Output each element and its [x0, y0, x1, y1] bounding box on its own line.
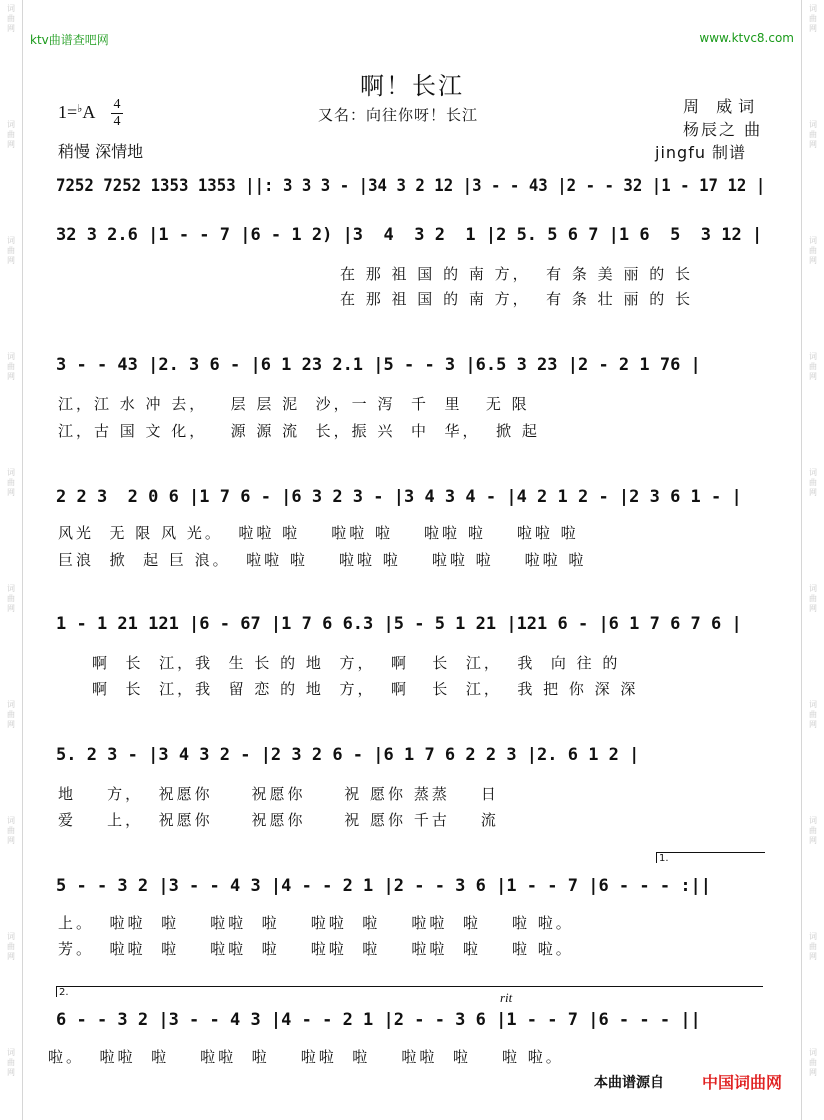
watermark-glyphs: 词 曲 网 [809, 584, 817, 613]
watermark-glyphs: 词 曲 网 [7, 4, 15, 33]
notation-row-8: 6 - - 3 2 |3 - - 4 3 |4 - - 2 1 |2 - - 3 6 |1 - - 7 |6 - - - || [56, 1010, 701, 1030]
notation-row-1: 7252 7252 1353 1353 ||: 3 3 3 - |34 3 2 12 |3 - - 43 |2 - - 32 |1 - 17 12 | [56, 176, 766, 196]
song-title: 啊！长江 [360, 72, 464, 100]
meter-bottom: 4 [113, 114, 121, 129]
meter-top: 4 [113, 97, 121, 112]
watermark-glyphs: 词 曲 网 [7, 816, 15, 845]
transcriber-credit: jingfu 制谱 [655, 143, 747, 162]
composer-credit: 杨辰之 曲 [683, 120, 763, 139]
volta-first-ending: 1. [656, 852, 765, 863]
flat-sign: ♭ [77, 103, 83, 115]
lyric-row-7-verse-1: 上。 啦啦 啦 啦啦 啦 啦啦 啦 啦啦 啦 啦 啦。 [58, 914, 574, 932]
watermark-glyphs: 词 曲 网 [809, 932, 817, 961]
source-label: 本曲谱源自 [594, 1075, 664, 1091]
lyric-row-2-verse-2: 在 那 祖 国 的 南 方， 有 条 壮 丽 的 长 [340, 290, 693, 308]
watermark-glyphs: 词 曲 网 [809, 700, 817, 729]
notation-row-2: 32 3 2.6 |1 - - 7 |6 - 1 2) |3 4 3 2 1 |2 5. 5 6 7 |1 6 5 3 12 | [56, 225, 763, 245]
right-watermark-strip [801, 0, 824, 1120]
ritardando-marking: rit [500, 990, 513, 1005]
notation-row-5: 1 - 1 21 121 |6 - 67 |1 7 6 6.3 |5 - 5 1 21 |121 6 - |6 1 7 6 7 6 | [56, 614, 742, 634]
lyricist-credit: 周 威词 [683, 97, 761, 116]
watermark-glyphs: 词 曲 网 [7, 932, 15, 961]
watermark-glyphs: 词 曲 网 [809, 468, 817, 497]
watermark-glyphs: 词 曲 网 [7, 236, 15, 265]
notation-row-3: 3 - - 43 |2. 3 6 - |6 1 23 2.1 |5 - - 3 |6.5 3 23 |2 - 2 1 76 | [56, 355, 701, 375]
watermark-glyphs: 词 曲 网 [809, 352, 817, 381]
watermark-glyphs: 词 曲 网 [7, 468, 15, 497]
lyric-row-4-verse-2: 巨浪 掀 起 巨 浪。 啦啦 啦 啦啦 啦 啦啦 啦 啦啦 啦 [58, 551, 587, 569]
lyric-row-3-verse-2: 江，古 国 文 化， 源 源 流 长，振 兴 中 华， 掀 起 [58, 422, 540, 440]
watermark-glyphs: 词 曲 网 [7, 584, 15, 613]
key-prefix: 1= [58, 102, 78, 122]
watermark-glyphs: 词 曲 网 [809, 816, 817, 845]
lyric-row-3-verse-1: 江，江 水 冲 去， 层 层 泥 沙，一 泻 千 里 无 限 [58, 395, 530, 413]
watermark-glyphs: 词 曲 网 [809, 4, 817, 33]
site-name-left[interactable]: ktv曲谱查吧网 [30, 33, 109, 47]
notation-row-6: 5. 2 3 - |3 4 3 2 - |2 3 2 6 - |6 1 7 6 2 2 3 |2. 6 1 2 | [56, 745, 640, 765]
watermark-glyphs: 词 曲 网 [7, 700, 15, 729]
source-site-link[interactable]: 中国词曲网 [702, 1073, 783, 1092]
lyric-row-6-verse-1: 地 方， 祝愿你 祝愿你 祝 愿你 蒸蒸 日 [58, 785, 499, 803]
watermark-glyphs: 词 曲 网 [809, 120, 817, 149]
key-signature [58, 102, 95, 123]
lyric-row-6-verse-2: 爱 上， 祝愿你 祝愿你 祝 愿你 千古 流 [58, 811, 499, 829]
left-watermark-strip [0, 0, 23, 1120]
volta-second-ending: 2. [56, 986, 763, 997]
watermark-glyphs: 词 曲 网 [809, 1048, 817, 1077]
lyric-row-7-verse-2: 芳。 啦啦 啦 啦啦 啦 啦啦 啦 啦啦 啦 啦 啦。 [58, 940, 574, 958]
lyric-row-5-verse-1: 啊 长 江，我 生 长 的 地 方， 啊 长 江， 我 向 往 的 [92, 654, 621, 672]
lyric-row-5-verse-2: 啊 长 江，我 留 恋 的 地 方， 啊 长 江， 我 把 你 深 深 [92, 680, 639, 698]
time-signature [110, 97, 124, 130]
tempo-marking: 稍慢 深情地 [58, 142, 144, 161]
site-url-right[interactable]: www.ktvc8.com [699, 31, 794, 45]
lyric-row-8-verse-1: 啦。 啦啦 啦 啦啦 啦 啦啦 啦 啦啦 啦 啦 啦。 [48, 1048, 564, 1066]
notation-row-7: 5 - - 3 2 |3 - - 4 3 |4 - - 2 1 |2 - - 3 6 |1 - - 7 |6 - - - :|| [56, 876, 712, 896]
watermark-glyphs: 词 曲 网 [7, 1048, 15, 1077]
watermark-glyphs: 词 曲 网 [7, 120, 15, 149]
key-note: A [82, 102, 96, 122]
song-subtitle: 又名：向往你呀！长江 [318, 106, 479, 124]
notation-row-4: 2 2 3 2 0 6 |1 7 6 - |6 3 2 3 - |3 4 3 4 - |4 2 1 2 - |2 3 6 1 - | [56, 487, 742, 507]
lyric-row-2-verse-1: 在 那 祖 国 的 南 方， 有 条 美 丽 的 长 [340, 265, 693, 283]
watermark-glyphs: 词 曲 网 [809, 236, 817, 265]
watermark-glyphs: 词 曲 网 [7, 352, 15, 381]
lyric-row-4-verse-1: 风光 无 限 风 光。 啦啦 啦 啦啦 啦 啦啦 啦 啦啦 啦 [58, 524, 579, 542]
